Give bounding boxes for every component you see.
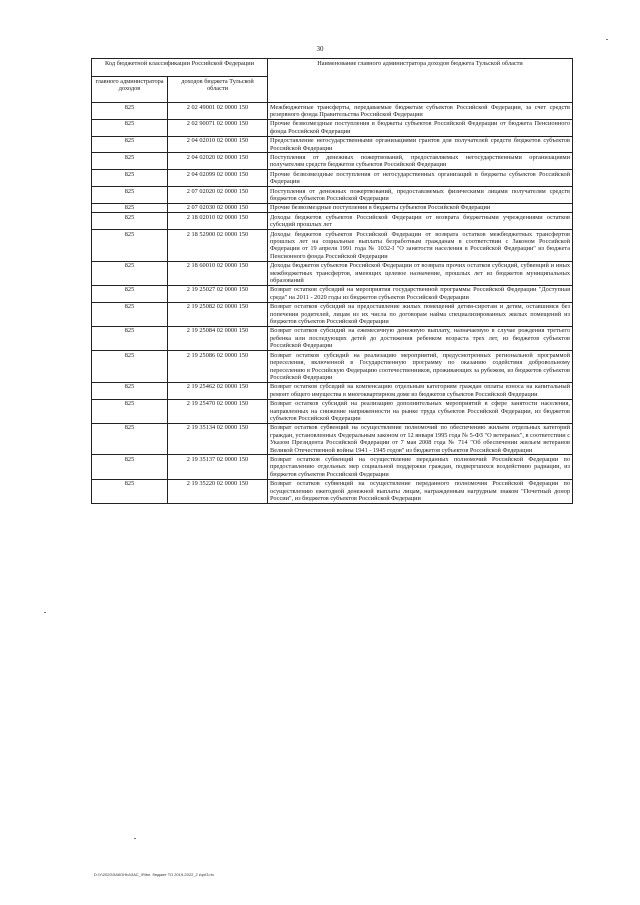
admin-code-cell: 825 (92, 170, 168, 187)
income-code-cell: 2 04 02099 02 0000 150 (168, 170, 268, 187)
admin-code-cell: 825 (92, 203, 168, 212)
income-name-cell: Возврат остатков субсидий на предоставление жилых помещений детям-сиротам и детям, оставшимся без попечения родителей, лицам из их числа по договорам найма специализированных жилых помещений из бюджетов субъектов Российской Федерации (268, 302, 573, 326)
scan-speck (44, 612, 46, 613)
scan-speck (134, 838, 136, 839)
header-group-code: Код бюджетной классификации Российской Федерации (92, 59, 268, 77)
income-name-cell: Возврат остатков субсидий на ежемесячную денежную выплату, назначаемую в случае рождения третьего ребенка или последующих детей до достижения ребенком возраста трех лет, из бюджетов субъектов Российской Федерации (268, 326, 573, 350)
table-row (92, 153, 573, 170)
file-path: D:\У\2020\ЗАКОНЫ\ЗАС_\Ribe. бюджет ТО 2019-2022_2 к\prl3.rtx (94, 872, 214, 877)
income-code-cell: 2 19 35220 02 0000 150 (168, 479, 268, 503)
table-row (92, 119, 573, 136)
income-name-cell: Поступления от денежных пожертвований, предоставляемых негосударственными организациями получателям средств бюджетов субъектов Российской Федерации (268, 153, 573, 170)
table-row (92, 261, 573, 285)
table-header-row (92, 59, 573, 77)
admin-code-cell: 825 (92, 187, 168, 204)
admin-code-cell: 825 (92, 103, 168, 120)
income-code-cell: 2 19 25027 02 0000 150 (168, 285, 268, 302)
table-row (92, 285, 573, 302)
income-name-cell: Возврат остатков субвенций на осуществление переданного полномочия Российской Федерации по осуществлению ежегодной денежной выплаты лицам, награжденным нагрудным знаком "Почетный донор России", из бюджетов субъектов Российской Федерации (268, 479, 573, 503)
admin-code-cell: 825 (92, 326, 168, 350)
income-name-cell: Доходы бюджетов субъектов Российской Федерации от возврата бюджетными учреждениями остатков субсидий прошлых лет (268, 213, 573, 230)
admin-code-cell: 825 (92, 382, 168, 399)
table-row (92, 230, 573, 262)
income-name-cell: Предоставление негосударственными организациями грантов для получателей средств бюджетов субъектов Российской Федерации (268, 136, 573, 153)
income-code-cell: 2 19 25470 02 0000 150 (168, 399, 268, 423)
admin-code-cell: 825 (92, 479, 168, 503)
table-row (92, 423, 573, 455)
table-row (92, 136, 573, 153)
table-row (92, 187, 573, 204)
income-name-cell: Возврат остатков субсидий на реализацию дополнительных мероприятий в сфере занятости населения, направленных на снижение напряженности на рынке труда субъектов Российской Федерации, из бюджетов субъектов Российской Федерации (268, 399, 573, 423)
admin-code-cell: 825 (92, 302, 168, 326)
table-row (92, 479, 573, 503)
income-code-cell: 2 19 25082 02 0000 150 (168, 302, 268, 326)
admin-code-cell: 825 (92, 351, 168, 383)
income-name-cell: Возврат остатков субсидий на мероприятия государственной программы Российской Федерации "Доступная среда" на 2011 - 2020 годы из бюджетов субъектов Российской Федерации (268, 285, 573, 302)
budget-classification-table (91, 58, 573, 504)
header-income: доходов бюджета Тульской области (168, 77, 268, 103)
admin-code-cell: 825 (92, 153, 168, 170)
table-row (92, 351, 573, 383)
admin-code-cell: 825 (92, 119, 168, 136)
admin-code-cell: 825 (92, 423, 168, 455)
income-name-cell: Возврат остатков субвенций на осуществление полномочий по обеспечению жильем отдельных категорий граждан, установленных Федеральным законом от 12 января 1995 года № 5-ФЗ "О ветеранах", в соответствии с Указом Президента Российской Федерации от 7 мая 2008 года № 714 "Об обеспечении жильем ветеранов Великой Отечественной войны 1941 - 1945 годов" из бюджетов субъектов Российской Федерации (268, 423, 573, 455)
table-row (92, 302, 573, 326)
income-name-cell: Доходы бюджетов субъектов Российской Федерации от возврата прочих остатков субсидий, субвенций и иных межбюджетных трансфертов, имеющих целевое назначение, прошлых лет из бюджетов муниципальных образований (268, 261, 573, 285)
income-name-cell: Прочие безвозмездные поступления в бюджеты субъектов Российской Федерации (268, 203, 573, 212)
income-code-cell: 2 02 49001 02 0000 150 (168, 103, 268, 120)
income-name-cell: Поступления от денежных пожертвований, предоставляемых физическими лицами получателям средств бюджетов субъектов Российской Федерации (268, 187, 573, 204)
admin-code-cell: 825 (92, 213, 168, 230)
income-name-cell: Возврат остатков субвенций на осуществление переданных полномочий Российской Федерации по предоставлению отдельных мер социальной поддержки граждан, подвергшихся воздействию радиации, из бюджетов субъектов Российской Федерации (268, 455, 573, 479)
scan-speck (606, 39, 608, 40)
table-row (92, 103, 573, 120)
income-code-cell: 2 19 35134 02 0000 150 (168, 423, 268, 455)
admin-code-cell: 825 (92, 261, 168, 285)
income-name-cell: Межбюджетные трансферты, передаваемые бюджетам субъектов Российской Федерации, за счет средств резервного фонда Правительства Российской Федерации (268, 103, 573, 120)
income-name-cell: Прочие безвозмездные поступления от негосударственных организаций в бюджеты субъектов Российской Федерации (268, 170, 573, 187)
income-code-cell: 2 07 02020 02 0000 150 (168, 187, 268, 204)
income-code-cell: 2 19 25462 02 0000 150 (168, 382, 268, 399)
header-name: Наименование главного администратора доходов бюджета Тульской области (268, 59, 573, 103)
income-name-cell: Возврат остатков субсидий на реализацию мероприятий, предусмотренных региональной программой переселения, включенной в Государственную программу по оказанию содействия добровольному переселению в Российскую Федерацию соотечественников, проживающих за рубежом, из бюджетов субъектов Российской Федерации (268, 351, 573, 383)
income-code-cell: 2 04 02010 02 0000 150 (168, 136, 268, 153)
income-code-cell: 2 19 25084 02 0000 150 (168, 326, 268, 350)
table-row (92, 326, 573, 350)
table-row (92, 399, 573, 423)
admin-code-cell: 825 (92, 455, 168, 479)
income-code-cell: 2 19 25086 02 0000 150 (168, 351, 268, 383)
table-row (92, 455, 573, 479)
header-admin: главного администратора доходов (92, 77, 168, 103)
admin-code-cell: 825 (92, 399, 168, 423)
income-name-cell: Доходы бюджетов субъектов Российской Федерации от возврата остатков межбюджетных трансфертов прошлых лет на социальные выплаты безработным гражданам в соответствии с Законом Российской Федерации от 19 апреля 1991 года № 1032-I "О занятости населения в Российской Федерации" из бюджета Пенсионного фонда Российской Федерации (268, 230, 573, 262)
table-row (92, 170, 573, 187)
table-row (92, 213, 573, 230)
income-code-cell: 2 04 02020 02 0000 150 (168, 153, 268, 170)
table-row (92, 382, 573, 399)
admin-code-cell: 825 (92, 136, 168, 153)
table-row (92, 203, 573, 212)
income-code-cell: 2 18 52900 02 0000 150 (168, 230, 268, 262)
income-code-cell: 2 02 90071 02 0000 150 (168, 119, 268, 136)
income-code-cell: 2 07 02030 02 0000 150 (168, 203, 268, 212)
income-code-cell: 2 18 60010 02 0000 150 (168, 261, 268, 285)
income-code-cell: 2 18 02010 02 0000 150 (168, 213, 268, 230)
income-name-cell: Возврат остатков субсидий на компенсацию отдельным категориям граждан оплаты взноса на капитальный ремонт общего имущества в многоквартирном доме из бюджетов субъектов Российской Федерации (268, 382, 573, 399)
income-name-cell: Прочие безвозмездные поступления в бюджеты субъектов Российской Федерации от бюджета Пенсионного фонда Российской Федерации (268, 119, 573, 136)
page-number: 30 (316, 45, 324, 53)
admin-code-cell: 825 (92, 285, 168, 302)
table-body (92, 103, 573, 504)
admin-code-cell: 825 (92, 230, 168, 262)
income-code-cell: 2 19 35137 02 0000 150 (168, 455, 268, 479)
